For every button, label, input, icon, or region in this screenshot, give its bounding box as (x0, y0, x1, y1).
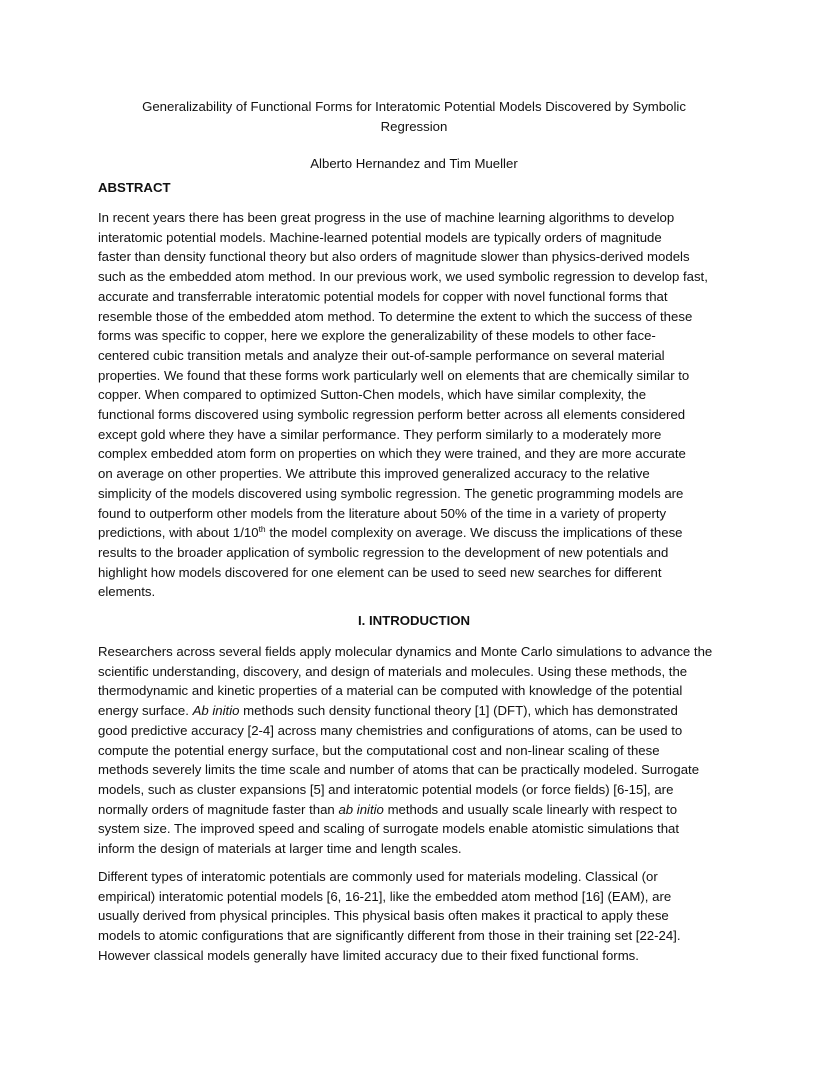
italic-term: ab initio (338, 801, 384, 817)
text-line: properties. We found that these forms work particularly well on elements that are chemically similar to (98, 367, 690, 383)
introduction-paragraph-1 (98, 642, 738, 859)
text-line: complex embedded atom form on properties on which they were trained, and they are more accurate (98, 446, 686, 462)
text-line: simplicity of the models discovered using symbolic regression. The genetic programming models are (98, 485, 684, 501)
text-line (98, 523, 738, 543)
italic-term: Ab initio (192, 703, 240, 719)
text-line: elements. (98, 584, 156, 600)
text-fragment: the model complexity on average. We discuss the implications of these (265, 525, 683, 541)
text-line: system size. The improved speed and scaling of surrogate models enable atomistic simulations that (98, 821, 680, 837)
text-line: found to outperform other models from the literature about 50% of the time in a variety of property (98, 505, 667, 521)
text-line: forms was specific to copper, here we explore the generalizability of these models to other face- (98, 328, 656, 344)
text-line: results to the broader application of symbolic regression to the development of new potentials and (98, 544, 669, 560)
text-line: methods severely limits the time scale and number of atoms that can be practically modeled. Surrogate (98, 762, 700, 778)
text-fragment: normally orders of magnitude faster than (98, 801, 339, 817)
text-fragment: energy surface. (98, 703, 193, 719)
introduction-paragraph-2 (98, 867, 738, 966)
text-line: Researchers across several fields apply molecular dynamics and Monte Carlo simulations to advance the (98, 644, 713, 659)
text-line: thermodynamic and kinetic properties of a material can be computed with knowledge of the potential (98, 683, 683, 699)
text-line: compute the potential energy surface, but the computational cost and non-linear scaling of these (98, 742, 660, 758)
abstract-text (98, 208, 738, 602)
text-line: models, such as cluster expansions [5] and interatomic potential models (or force fields) [6-15], are (98, 781, 674, 797)
text-line (98, 800, 738, 820)
text-line: In recent years there has been great progress in the use of machine learning algorithms to develop (98, 210, 675, 225)
text-fragment: methods such density functional theory [1] (DFT), which has demonstrated (239, 703, 678, 719)
text-line: Different types of interatomic potentials are commonly used for materials modeling. Classical (or (98, 869, 658, 884)
text-line: good predictive accuracy [2-4] across many chemistries and configurations of atoms, can be used to (98, 722, 683, 738)
text-line: resemble those of the embedded atom method. To determine the extent to which the success of these (98, 308, 693, 324)
text-line: functional forms discovered using symbolic regression perform better across all elements considered (98, 407, 686, 423)
text-line: on average on other properties. We attribute this improved generalized accuracy to the relative (98, 466, 650, 482)
title-line: Generalizability of Functional Forms for Interatomic Potential Models Discovered by Symbolic (142, 99, 686, 114)
text-line: faster than density functional theory but also orders of magnitude slower than physics-derived models (98, 249, 690, 265)
text-line: usually derived from physical principles. This physical basis often makes it practical to apply these (98, 908, 669, 924)
abstract-heading: ABSTRACT (98, 180, 171, 195)
title-line: Regression (380, 119, 448, 134)
text-line: except gold where they have a similar performance. They perform similarly to a moderately more (98, 426, 662, 442)
text-line: highlight how models discovered for one element can be used to seed new searches for different (98, 564, 662, 580)
authors: Alberto Hernandez and Tim Mueller (310, 156, 518, 171)
text-line: such as the embedded atom method. In our previous work, we used symbolic regression to develop fast, (98, 269, 708, 285)
text-line (98, 701, 738, 721)
text-line: empirical) interatomic potential models [6, 16-21], like the embedded atom method [16] (EAM), are (98, 888, 672, 904)
introduction-heading: I. INTRODUCTION (357, 613, 471, 628)
text-line: copper. When compared to optimized Sutton-Chen models, which have similar complexity, the (98, 387, 647, 403)
text-line: scientific understanding, discovery, and design of materials and molecules. Using these methods, the (98, 663, 688, 679)
title-block (98, 97, 730, 174)
text-line: accurate and transferrable interatomic potential models for copper with novel functional forms that (98, 288, 668, 304)
text-line: models to atomic configurations that are significantly different from those in their training set [22-24]. (98, 928, 681, 944)
text-line: interatomic potential models. Machine-learned potential models are typically orders of magnitude (98, 229, 662, 245)
text-line: However classical models generally have limited accuracy due to their fixed functional forms. (98, 947, 639, 963)
superscript: th (258, 524, 266, 535)
text-fragment: methods and usually scale linearly with respect to (383, 801, 678, 817)
text-line: centered cubic transition metals and analyze their out-of-sample performance on several material (98, 347, 665, 363)
text-line: inform the design of materials at larger time and length scales. (98, 841, 462, 857)
text-fragment: predictions, with about 1/10 (98, 525, 259, 541)
paper-title (98, 97, 730, 137)
